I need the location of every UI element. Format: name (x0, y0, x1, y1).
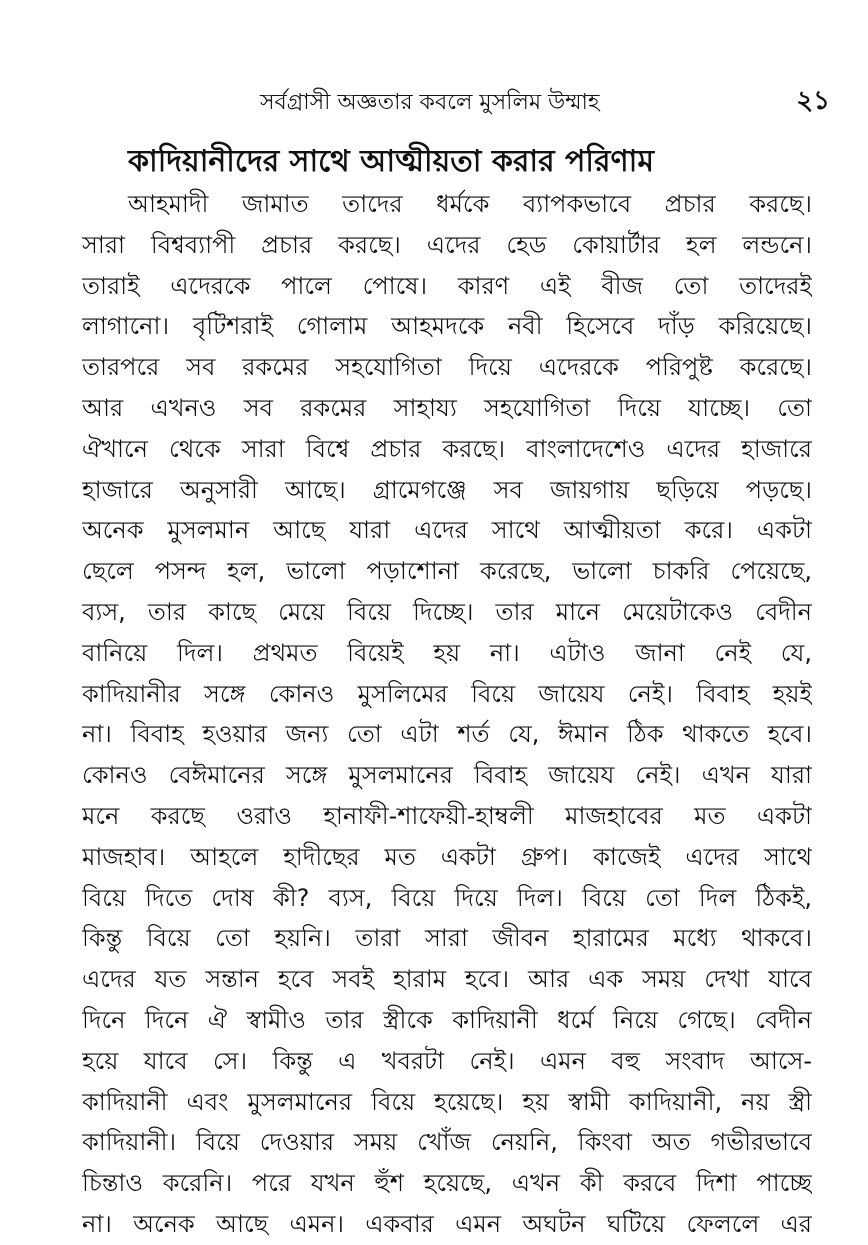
text-line: না। অনেক আছে এমন। একবার এমন অঘটন ঘটিয়ে ফেললে এর (82, 1209, 812, 1238)
text-line: ব্যস, তার কাছে মেয়ে বিয়ে দিচ্ছে। তার মানে মেয়েটাকেও বেদীন (82, 597, 812, 626)
chapter-title: কাদিয়ানীদের সাথে আত্মীয়তা করার পরিণাম (128, 144, 654, 179)
page-number: ২১ (796, 86, 830, 116)
text-line: দিনে দিনে ঐ স্বামীও তার স্ত্রীকে কাদিয়ানী ধর্মে নিয়ে গেছে। বেদীন (82, 1005, 812, 1034)
text-line: কাদিয়ানী। বিয়ে দেওয়ার সময় খোঁজ নেয়নি, কিংবা অত গভীরভাবে (82, 1128, 812, 1157)
text-line: কোনও বেঈমানের সঙ্গে মুসলমানের বিবাহ জায়েয নেই। এখন যারা (82, 761, 812, 790)
text-line: আহমাদী জামাত তাদের ধর্মকে ব্যাপকভাবে প্রচার করছে। (128, 190, 812, 218)
running-header: সর্বগ্রাসী অজ্ঞতার কবলে মুসলিম উম্মাহ (260, 90, 600, 115)
text-line: বিয়ে দিতে দোষ কী? ব্যস, বিয়ে দিয়ে দিল। বিয়ে তো দিল ঠিকই, (82, 883, 812, 912)
text-line: মনে করছে ওরাও হানাফী-শাফেয়ী-হাম্বলী মাজহাবের মত একটা (82, 801, 812, 830)
text-line: চিন্তাও করেনি। পরে যখন হুঁশ হয়েছে, এখন কী করবে দিশা পাচ্ছে (82, 1169, 812, 1198)
text-line: মাজহাব। আহলে হাদীছের মত একটা গ্রুপ। কাজেই এদের সাথে (82, 842, 812, 871)
text-line: কাদিয়ানীর সঙ্গে কোনও মুসলিমের বিয়ে জায়েয নেই। বিবাহ হয়ই (82, 679, 812, 708)
text-line: তারপরে সব রকমের সহযোগিতা দিয়ে এদেরকে পরিপুষ্ট করেছে। (82, 353, 812, 382)
text-line: আর এখনও সব রকমের সাহায্য সহযোগিতা দিয়ে যাচ্ছে। তো (82, 393, 812, 422)
text-line: বানিয়ে দিল। প্রথমত বিয়েই হয় না। এটাও জানা নেই যে, (82, 638, 812, 667)
text-line: কিন্তু বিয়ে তো হয়নি। তারা সারা জীবন হারামের মধ্যে থাকবে। (82, 924, 812, 953)
text-line: কাদিয়ানী এবং মুসলমানের বিয়ে হয়েছে। হয় স্বামী কাদিয়ানী, নয় স্ত্রী (82, 1087, 812, 1116)
text-line: না। বিবাহ হওয়ার জন্য তো এটা শর্ত যে, ঈমান ঠিক থাকতে হবে। (82, 720, 812, 749)
text-line: হাজারে অনুসারী আছে। গ্রামেগঞ্জে সব জায়গায় ছড়িয়ে পড়ছে। (82, 475, 812, 504)
text-line: সারা বিশ্বব্যাপী প্রচার করছে। এদের হেড কোয়ার্টার হল লন্ডনে। (82, 230, 812, 259)
body-text (82, 184, 812, 1245)
text-line: হয়ে যাবে সে। কিন্তু এ খবরটা নেই। এমন বহু সংবাদ আসে- (82, 1046, 812, 1075)
text-line: তারাই এদেরকে পালে পোষে। কারণ এই বীজ তো তাদেরই (82, 271, 812, 300)
text-line: এদের যত সন্তান হবে সবই হারাম হবে। আর এক সময় দেখা যাবে (82, 965, 812, 994)
text-line: অনেক মুসলমান আছে যারা এদের সাথে আত্মীয়তা করে। একটা (82, 516, 812, 545)
text-line: লাগানো। বৃটিশরাই গোলাম আহমদকে নবী হিসেবে দাঁড় করিয়েছে। (82, 312, 812, 341)
text-line: ঐখানে থেকে সারা বিশ্বে প্রচার করছে। বাংলাদেশেও এদের হাজারে (82, 434, 812, 463)
text-line: ছেলে পসন্দ হল, ভালো পড়াশোনা করেছে, ভালো চাকরি পেয়েছে, (82, 557, 812, 586)
